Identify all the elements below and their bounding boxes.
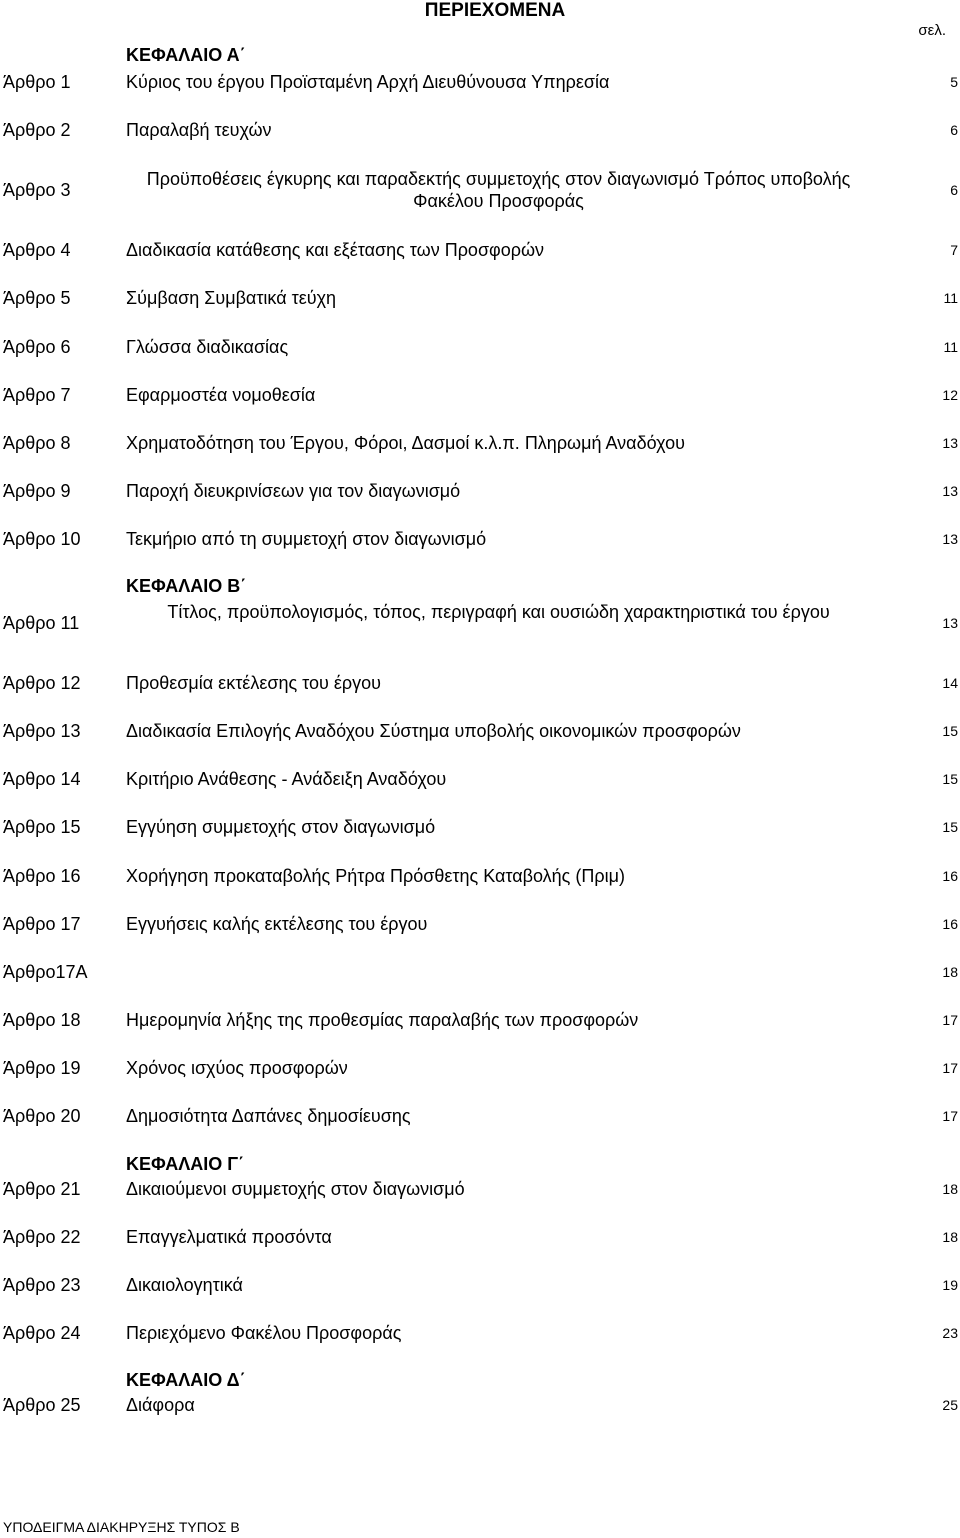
toc-title-6: Γλώσσα διαδικασίας [126, 337, 289, 357]
toc-page-10: 13 [942, 531, 958, 547]
toc-article-11: Άρθρο 11 [3, 613, 80, 633]
chapter-heading-a: ΚΕΦΑΛΑΙΟ Α΄ [126, 45, 246, 65]
chapter-heading-d: ΚΕΦΑΛΑΙΟ Δ΄ [126, 1370, 246, 1390]
toc-page-9: 13 [942, 483, 958, 499]
toc-article-22: Άρθρο 22 [3, 1227, 81, 1247]
toc-page-8: 13 [942, 435, 958, 451]
toc-article-17: Άρθρο 17 [3, 914, 81, 934]
toc-article-3: Άρθρο 3 [3, 180, 71, 200]
toc-article-14: Άρθρο 14 [3, 769, 81, 789]
toc-page-1: 5 [950, 74, 958, 90]
toc-article-10: Άρθρο 10 [3, 529, 81, 549]
toc-page-19: 17 [942, 1060, 958, 1076]
toc-article-8: Άρθρο 8 [3, 433, 71, 453]
toc-article-13: Άρθρο 13 [3, 721, 81, 741]
toc-article-9: Άρθρο 9 [3, 481, 71, 501]
toc-title-20: Δημοσιότητα Δαπάνες δημοσίευσης [126, 1106, 411, 1126]
toc-title-12: Προθεσμία εκτέλεσης του έργου [126, 673, 381, 693]
toc-title-11: Τίτλος, προϋπολογισμός, τόπος, περιγραφή και ουσιώδη χαρακτηριστικά του έργου [167, 602, 830, 622]
toc-page-24: 23 [942, 1325, 958, 1341]
toc-title-9: Παροχή διευκρινίσεων για τον διαγωνισμό [126, 481, 461, 501]
toc-article-1: Άρθρο 1 [3, 72, 71, 92]
toc-article-16: Άρθρο 16 [3, 866, 81, 886]
toc-title: ΠΕΡΙΕΧΟΜΕΝΑ [424, 0, 566, 21]
toc-article-4: Άρθρο 4 [3, 240, 71, 260]
toc-article-23: Άρθρο 23 [3, 1275, 81, 1295]
toc-title-25: Διάφορα [126, 1395, 195, 1415]
toc-title-2: Παραλαβή τευχών [126, 120, 272, 140]
toc-article-17a: Άρθρο17Α [3, 962, 88, 982]
toc-page-20: 17 [942, 1108, 958, 1124]
toc-article-20: Άρθρο 20 [3, 1106, 81, 1126]
toc-title-10: Τεκμήριο από τη συμμετοχή στον διαγωνισμό [126, 529, 487, 549]
toc-page-13: 15 [942, 723, 958, 739]
document-footer: ΥΠΟΔΕΙΓΜΑ ΔΙΑΚΗΡΥΞΗΣ ΤΥΠΟΣ Β [3, 1519, 240, 1535]
toc-page-3: 6 [950, 182, 958, 198]
toc-title-17: Εγγυήσεις καλής εκτέλεσης του έργου [126, 914, 428, 934]
toc-title-13: Διαδικασία Επιλογής Αναδόχου Σύστημα υποβολής οικονομικών προσφορών [126, 721, 741, 741]
toc-title-14: Κριτήριο Ανάθεσης - Ανάδειξη Αναδόχου [126, 769, 447, 789]
toc-title-18: Ημερομηνία λήξης της προθεσμίας παραλαβής των προσφορών [126, 1010, 639, 1030]
toc-page-23: 19 [942, 1277, 958, 1293]
toc-article-7: Άρθρο 7 [3, 385, 71, 405]
toc-page-12: 14 [942, 675, 958, 691]
toc-article-15: Άρθρο 15 [3, 817, 81, 837]
toc-article-21: Άρθρο 21 [3, 1179, 81, 1199]
page-column-header: σελ. [918, 22, 946, 39]
toc-title-4: Διαδικασία κατάθεσης και εξέτασης των Προσφορών [126, 240, 545, 260]
chapter-heading-b: ΚΕΦΑΛΑΙΟ Β΄ [126, 576, 247, 596]
toc-article-6: Άρθρο 6 [3, 337, 71, 357]
toc-page-5: 11 [943, 290, 958, 306]
toc-page-11: 13 [942, 615, 958, 631]
toc-article-12: Άρθρο 12 [3, 673, 81, 693]
toc-page-22: 18 [942, 1229, 958, 1245]
toc-title-19: Χρόνος ισχύος προσφορών [126, 1058, 348, 1078]
toc-page-15: 15 [942, 819, 958, 835]
toc-article-2: Άρθρο 2 [3, 120, 71, 140]
toc-title-7: Εφαρμοστέα νομοθεσία [126, 385, 316, 405]
toc-page-4: 7 [950, 242, 958, 258]
toc-title-21: Δικαιούμενοι συμμετοχής στον διαγωνισμό [126, 1179, 465, 1199]
toc-title-5: Σύμβαση Συμβατικά τεύχη [126, 288, 337, 308]
toc-title-24: Περιεχόμενο Φακέλου Προσφοράς [126, 1323, 402, 1343]
toc-page-6: 11 [943, 339, 958, 355]
toc-page-17: 16 [942, 916, 958, 932]
toc-title-3: Προϋποθέσεις έγκυρης και παραδεκτής συμμετοχής στον διαγωνισμό Τρόπος υποβολής Φακέλου Προσφοράς [146, 169, 851, 211]
toc-title-16: Χορήγηση προκαταβολής Ρήτρα Πρόσθετης Καταβολής (Πριμ) [126, 866, 625, 886]
chapter-heading-c: ΚΕΦΑΛΑΙΟ Γ΄ [126, 1154, 245, 1174]
toc-page-14: 15 [942, 771, 958, 787]
toc-title-1: Κύριος του έργου Προϊσταμένη Αρχή Διευθύνουσα Υπηρεσία [126, 72, 610, 92]
toc-page-2: 6 [950, 122, 958, 138]
toc-article-5: Άρθρο 5 [3, 288, 71, 308]
toc-page-21: 18 [942, 1181, 958, 1197]
toc-page-16: 16 [942, 868, 958, 884]
toc-title-15: Εγγύηση συμμετοχής στον διαγωνισμό [126, 817, 436, 837]
toc-page-18: 17 [942, 1012, 958, 1028]
toc-title-22: Επαγγελματικά προσόντα [126, 1227, 332, 1247]
toc-page-17a: 18 [942, 964, 958, 980]
toc-title-8: Χρηματοδότηση του Έργου, Φόροι, Δασμοί κ.λ.π. Πληρωμή Αναδόχου [126, 433, 685, 453]
toc-article-19: Άρθρο 19 [3, 1058, 81, 1078]
toc-title-23: Δικαιολογητικά [126, 1275, 243, 1295]
toc-page-7: 12 [942, 387, 958, 403]
toc-article-18: Άρθρο 18 [3, 1010, 81, 1030]
toc-article-25: Άρθρο 25 [3, 1395, 81, 1415]
toc-article-24: Άρθρο 24 [3, 1323, 81, 1343]
toc-page-25: 25 [942, 1397, 958, 1413]
